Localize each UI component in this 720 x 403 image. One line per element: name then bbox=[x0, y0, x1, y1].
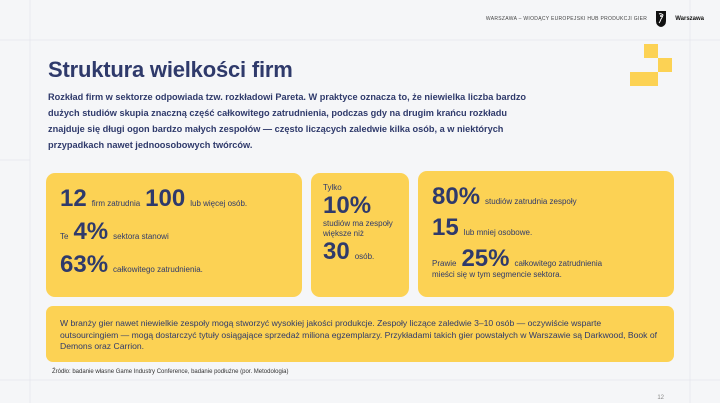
stat-text: całkowitego zatrudnienia bbox=[514, 259, 603, 268]
intro-paragraph: Rozkład firm w sektorze odpowiada tzw. rozkładowi Pareta. W praktyce oznacza to, że niewielka liczba bardzo dużych studiów skupia znaczną część całkowitego zatrudnienia, podczas gdy na drugim krańcu rozkładu znajduje się długi ogon bardzo małych zespołów — często liczących zaledwie kilka osób, a w niektórych przypadkach nawet jednoosobowych twórców. bbox=[48, 92, 527, 150]
stat-text: Te bbox=[60, 232, 69, 241]
stat-text: sektora stanowi bbox=[113, 232, 169, 241]
source-note: Źródło: badanie własne Game Industry Conference, badanie podłużne (por. Metodologia) bbox=[52, 369, 289, 375]
stat-small-studio-share: 80% bbox=[432, 183, 481, 210]
header-tagline: WARSZAWA – WIODĄCY EUROPEJSKI HUB PRODUKCJI GIER bbox=[485, 16, 648, 22]
stat-team-size: 30 bbox=[323, 238, 350, 265]
stat-text: lub więcej osób. bbox=[190, 199, 248, 208]
stat-text: osób. bbox=[354, 252, 375, 261]
decorative-pixels bbox=[630, 44, 674, 88]
stat-text: całkowitego zatrudnienia. bbox=[113, 265, 203, 274]
stat-text: Tylko bbox=[323, 183, 342, 192]
stat-studio-share: 10% bbox=[323, 192, 372, 219]
stat-text: firm zatrudnia bbox=[91, 199, 141, 208]
stat-card-large-teams bbox=[311, 173, 409, 297]
stat-card-large-firms bbox=[46, 173, 302, 297]
stat-text: studiów ma zespoły większe niż bbox=[323, 219, 393, 238]
stat-firm-count: 12 bbox=[60, 185, 87, 212]
page-number: 12 bbox=[657, 395, 664, 401]
stat-text: Prawie bbox=[432, 259, 457, 268]
stat-employment-share: 63% bbox=[60, 251, 109, 278]
stat-text: studiów zatrudnia zespoły bbox=[485, 197, 577, 206]
summary-box: W branży gier nawet niewielkie zespoły mogą stworzyć wysokiej jakości produkcje. Zespoły liczące zaledwie 3–10 osób — oczywiście wsparte outsourcingiem — mogą dostarczyć tytuły osiągające sprzedaż miliona egzemplarzy. Przykładami takich gier powstałych w Warszawie są Darkwood, Book of Demons oraz Carrion. bbox=[46, 306, 674, 362]
stat-small-employment-share: 25% bbox=[461, 245, 510, 272]
page-title: Struktura wielkości firm bbox=[48, 57, 293, 82]
header-bar bbox=[486, 8, 704, 30]
logo-label: Warszawa bbox=[675, 16, 704, 22]
stat-text: mieści się w tym segmencie sektora. bbox=[432, 270, 562, 279]
stat-text: lub mniej osobowe. bbox=[463, 228, 533, 237]
stat-employee-threshold: 100 bbox=[145, 185, 186, 212]
stat-card-small-studios bbox=[418, 171, 674, 297]
stat-sector-share: 4% bbox=[73, 218, 109, 245]
stat-small-team-size: 15 bbox=[432, 214, 459, 241]
warsaw-crest-icon bbox=[655, 10, 667, 28]
